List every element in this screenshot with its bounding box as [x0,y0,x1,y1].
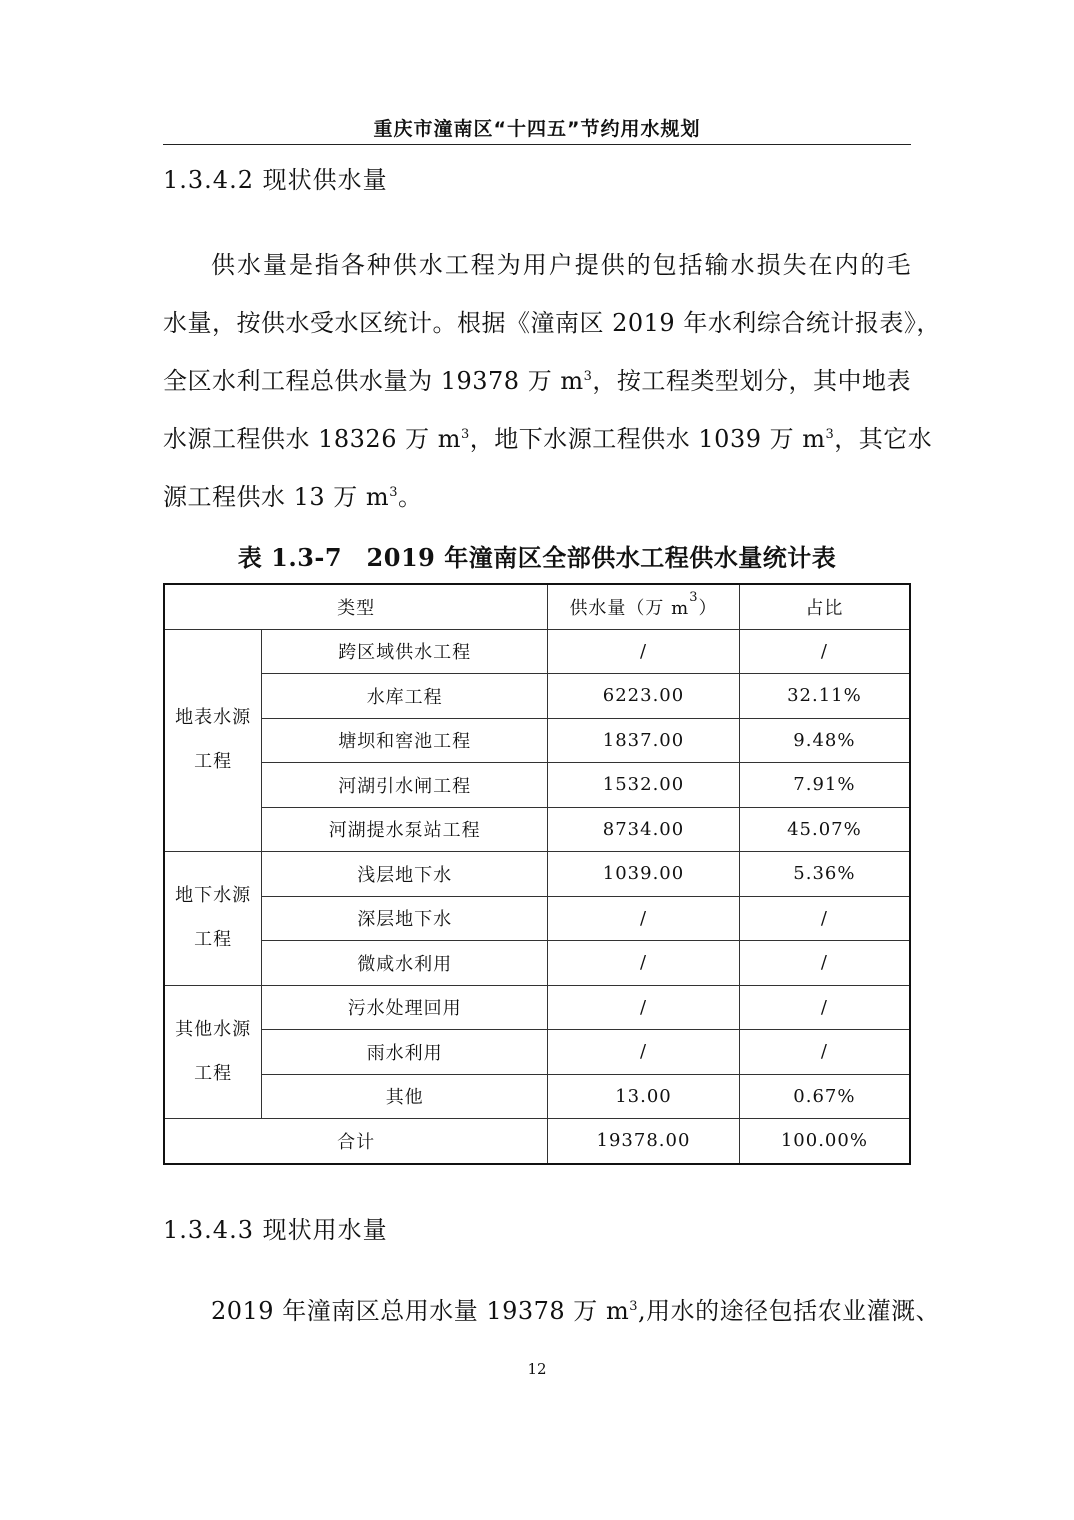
total-ratio: 100.00% [739,1119,910,1164]
table-row [164,1030,910,1075]
group-ground [164,852,262,986]
text-run: 源工程供水 13 万 m [163,483,390,511]
row-name: 浅层地下水 [262,852,548,897]
row-ratio: 7.91% [739,763,910,808]
row-supply: / [548,1030,740,1075]
total-supply: 19378.00 [548,1119,740,1164]
row-name: 河湖引水闸工程 [262,763,548,808]
text-run: 。 [397,483,423,511]
row-ratio: / [739,985,910,1030]
table-row [164,941,910,986]
row-supply: / [548,629,740,674]
group-label: 地表水源 [175,707,252,729]
table-header-row [164,584,910,629]
row-name: 跨区域供水工程 [262,629,548,674]
row-supply: 8734.00 [548,807,740,852]
row-ratio: 9.48% [739,718,910,763]
row-name: 污水处理回用 [262,985,548,1030]
row-ratio: 45.07% [739,807,910,852]
row-ratio: 5.36% [739,852,910,897]
running-header-title: 重庆市潼南区“十四五”节约用水规划 [373,118,701,140]
supply-table [163,583,911,1165]
paragraph-line [163,468,911,526]
row-name: 雨水利用 [262,1030,548,1075]
row-supply: 1039.00 [548,852,740,897]
group-label: 工程 [194,751,233,773]
paragraph-line: 水量，按供水受水区统计。根据《潼南区 2019 年水利综合统计报表》， [163,309,941,337]
row-name: 河湖提水泵站工程 [262,807,548,852]
row-supply: 6223.00 [548,674,740,719]
superscript: 3 [825,427,835,442]
superscript: 3 [689,589,699,605]
section-heading-1343: 1.3.4.3 现状用水量 [163,1216,388,1244]
text-run: ，按工程类型划分，其中地表 [592,367,911,395]
row-supply: / [548,896,740,941]
table-row [164,718,910,763]
table-row [164,1074,910,1119]
header-rule [163,144,911,145]
superscript: 3 [389,485,398,500]
group-label: 工程 [194,1062,233,1084]
table-row [164,629,910,674]
text-run: 供水量（万 m [569,597,690,619]
table-total-row [164,1119,910,1164]
row-ratio: / [739,629,910,674]
row-supply: 13.00 [548,1074,740,1119]
table-row [164,763,910,808]
table-row [164,985,910,1030]
row-supply: / [548,941,740,986]
header-type: 类型 [164,584,548,629]
paragraph-line: 供水量是指各种供水工程为用户提供的包括输水损失在内的毛 [211,251,911,279]
row-supply: 1837.00 [548,718,740,763]
row-ratio: / [739,1030,910,1075]
row-ratio: 32.11% [739,674,910,719]
page-number: 12 [527,1360,547,1378]
text-run: 水源工程供水 18326 万 m [163,425,461,453]
paragraph-line [163,352,911,410]
group-label: 工程 [194,929,233,951]
text-run: ） [698,597,718,619]
row-name: 微咸水利用 [262,941,548,986]
paragraph-supply [163,236,941,526]
paragraph-line [163,410,933,468]
header-ratio: 占比 [739,584,910,629]
paragraph-line [163,1282,941,1340]
text-run: 全区水利工程总供水量为 19378 万 m [163,367,584,395]
group-label: 其他水源 [175,1018,252,1040]
text-run: ，地下水源工程供水 1039 万 m [469,425,826,453]
superscript: 3 [629,1299,638,1314]
group-label: 地下水源 [175,885,252,907]
row-supply: 1532.00 [548,763,740,808]
table-row [164,896,910,941]
row-name: 塘坝和窖池工程 [262,718,548,763]
section-heading-1342: 1.3.4.2 现状供水量 [163,166,388,194]
group-other [164,985,262,1119]
row-ratio: / [739,941,910,986]
table-row [164,852,910,897]
paragraph-usage [163,1282,941,1340]
row-name: 深层地下水 [262,896,548,941]
table-row [164,674,910,719]
text-run: ，其它水 [834,425,933,453]
row-ratio: / [739,896,910,941]
total-label: 合计 [164,1119,548,1164]
table-caption: 表 1.3-7 2019 年潼南区全部供水工程供水量统计表 [237,543,837,572]
superscript: 3 [583,369,593,384]
group-surface [164,629,262,852]
header-supply [548,584,740,629]
row-supply: / [548,985,740,1030]
table-row [164,807,910,852]
row-name: 其他 [262,1074,548,1119]
superscript: 3 [461,427,470,442]
text-run: 2019 年潼南区总用水量 19378 万 m [211,1297,630,1325]
row-name: 水库工程 [262,674,548,719]
text-run: ,用水的途径包括农业灌溉、 [637,1297,941,1325]
row-ratio: 0.67% [739,1074,910,1119]
